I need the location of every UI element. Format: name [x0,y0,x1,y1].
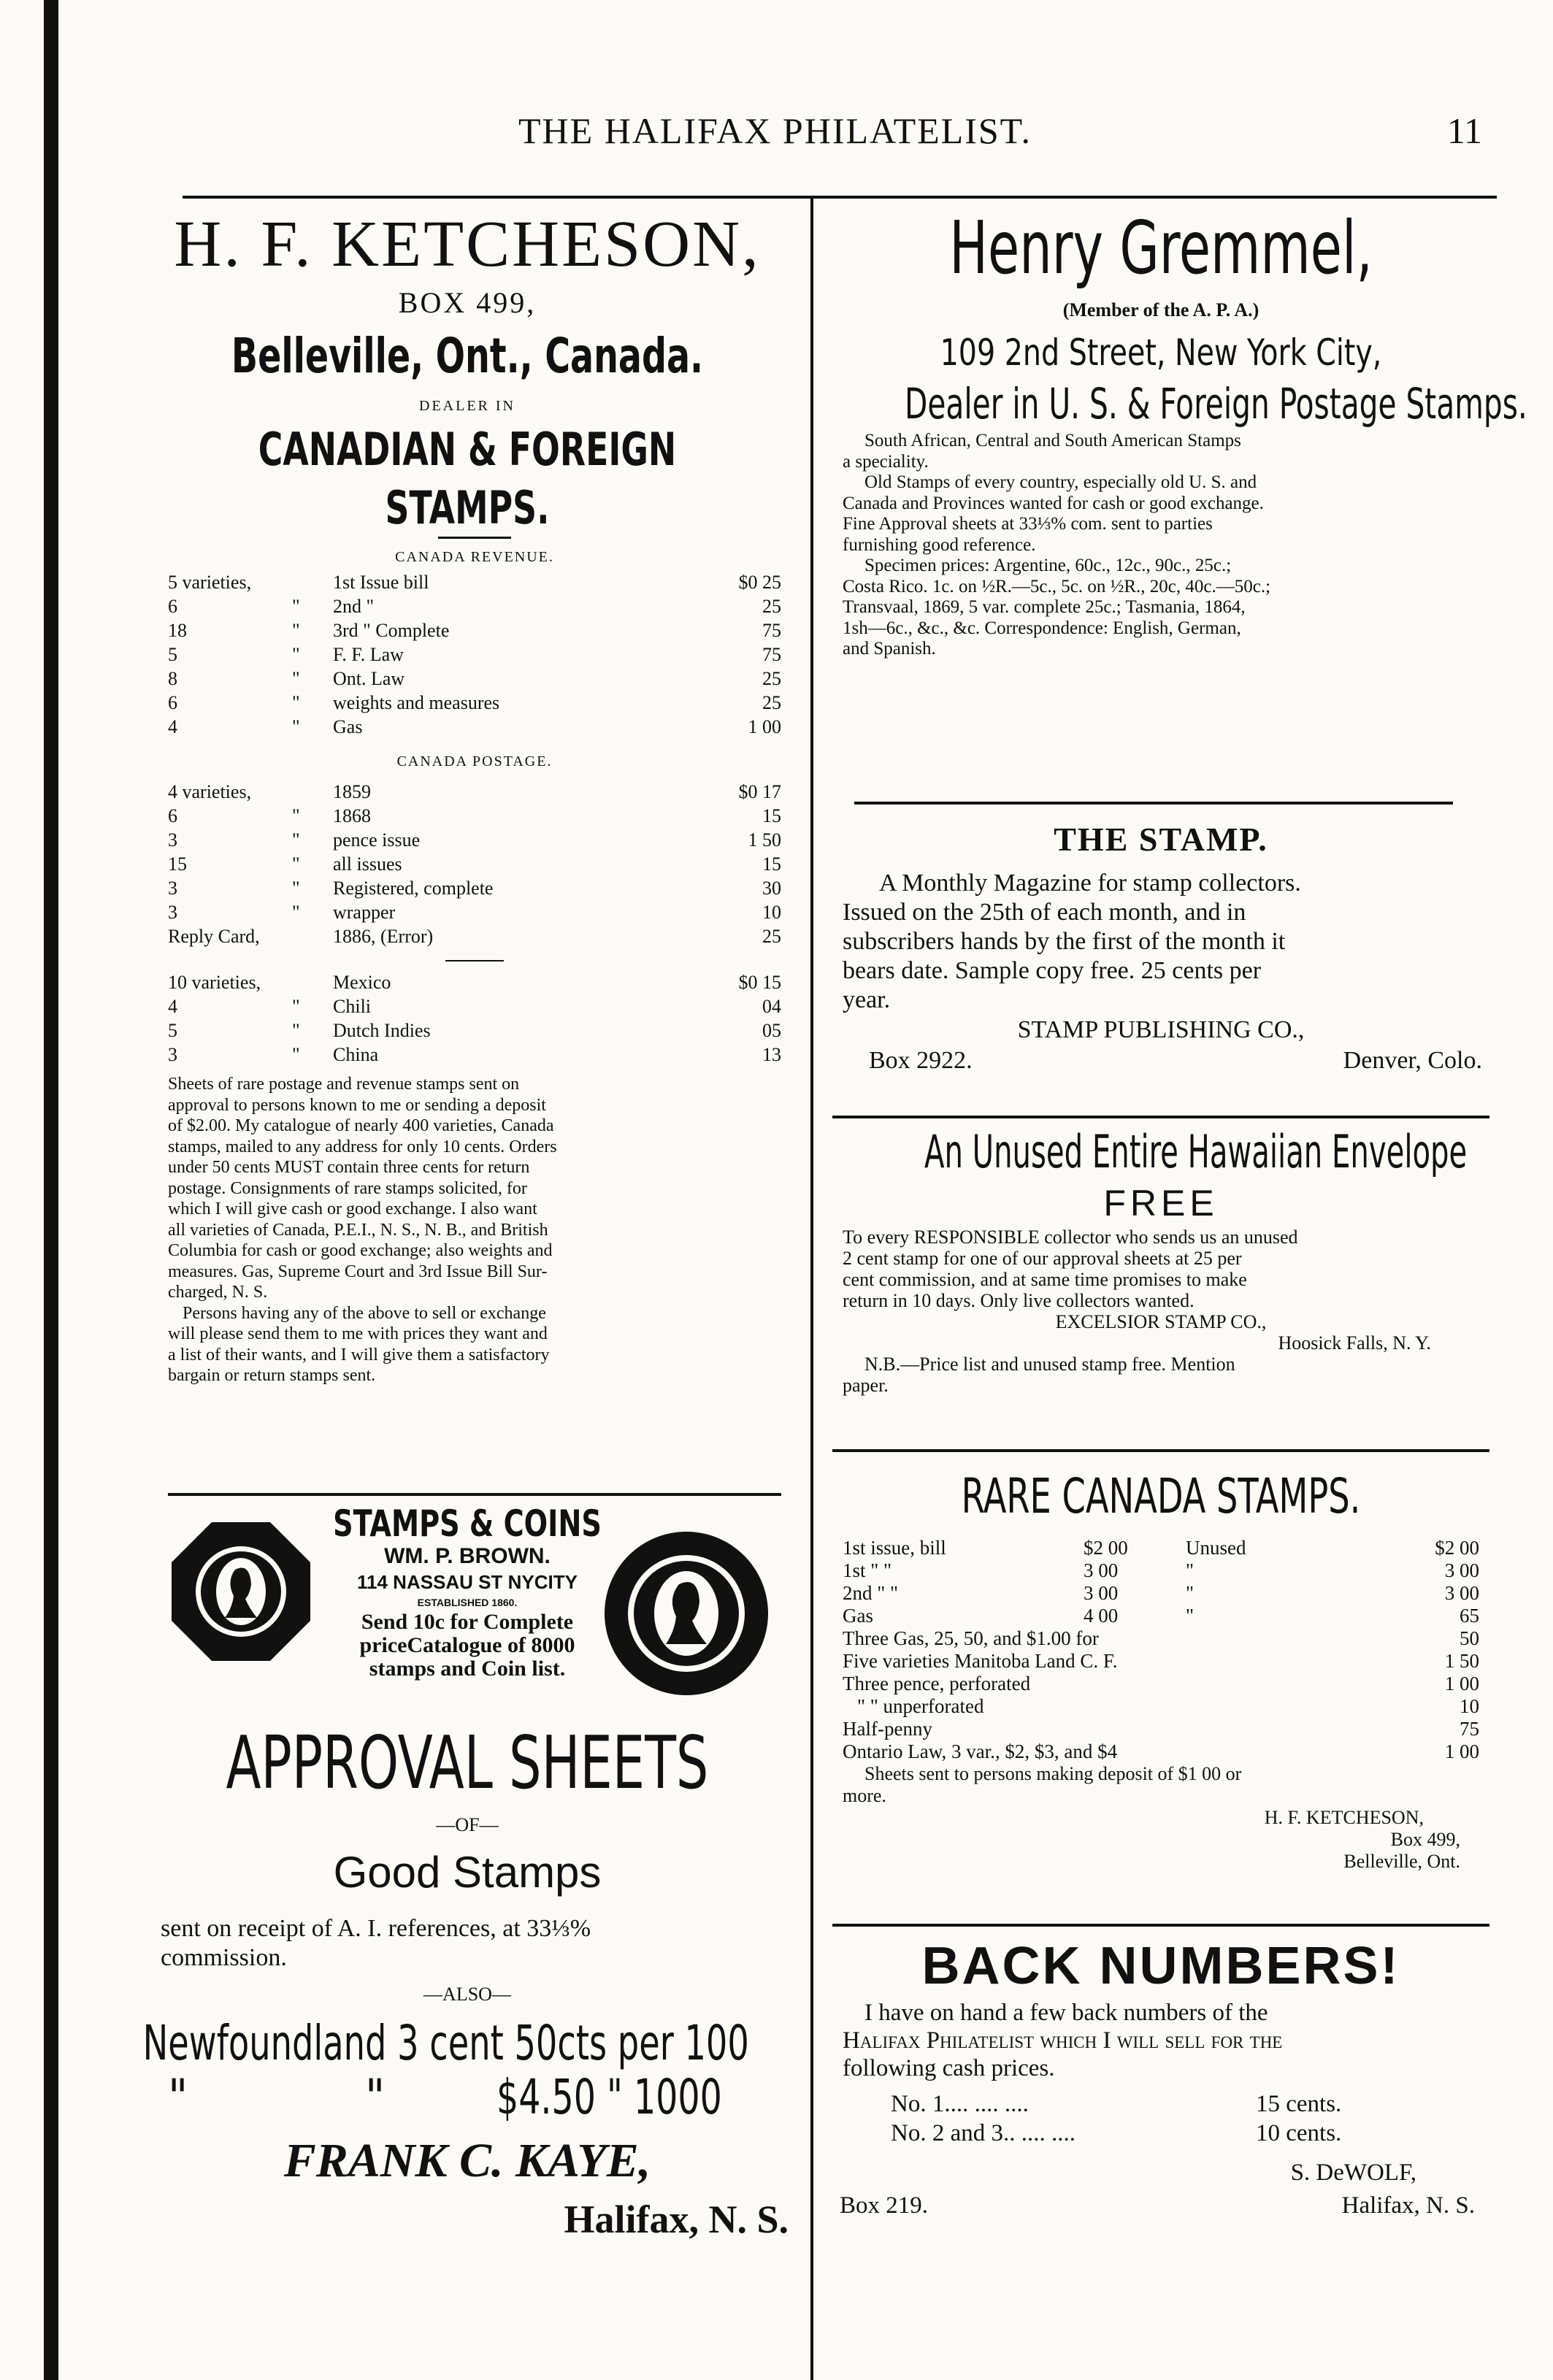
brown-line3: 114 NASSAU ST NYCITY [357,1571,578,1593]
gremmel-ad [832,204,1527,660]
hawaiian-free: FREE [1103,1183,1219,1224]
ketcheson-headline: CANADIAN & FOREIGN STAMPS. [258,423,677,534]
price-line: 1st Issue bill [333,572,429,593]
short-rule [445,960,504,961]
revenue-title: CANADA REVENUE. [395,549,554,565]
section-rule [854,802,1453,805]
brown-line5: Send 10c for Complete [361,1610,574,1634]
page-number: 11 [1446,110,1482,151]
back-numbers-city: Halifax, N. S. [1341,2192,1475,2219]
price-line: all issues [333,853,402,875]
ketcheson-body: Sheets of rare postage and revenue stamps sent on approval to persons known to me or sending a deposit of $2.00. My catalogue of nearly 400 varieties, Canada stamps, mailed to any address for only 10 cents. Orders under 50 cents MUST contain three cents for return postage. Consignments of rare stamps solicited, for which I will give cash or good exchange. I also want all varieties of Canada, P.E.I., N. S., N. B., and British Columbia for cash or good exchange; also weights and measures. Gas, Supreme Court and 3rd Issue Bill Sur- charged, N. S. Persons having any of the above to sell or exchange will please send them to me with prices they want and a list of their wants, and I will give them a satisfactory bargain or return stamps sent. [168,1075,557,1385]
gremmel-address: 109 2nd Street, New York City, [940,331,1382,374]
rare-sig-name: H. F. KETCHESON, [1264,1807,1424,1828]
price-line: Ont. Law [333,668,405,689]
back-numbers-ad [832,1933,1489,2221]
hawaiian-ad [832,1124,1489,1396]
publisher-city: Denver, Colo. [1343,1047,1482,1074]
dealer-in-label: DEALER IN [419,398,515,414]
newfoundland-line1: Newfoundland 3 cent 50cts per 100 [142,2015,749,2071]
postage-title: CANADA POSTAGE. [396,753,553,769]
price-line: Mexico [333,972,391,993]
back-numbers-body: I have on hand a few back numbers of the Halifax Philatelist which I will sell for the following cash prices. [843,2000,1283,2081]
stamp-magazine-ad [832,810,1489,1076]
kaye-ad [131,1720,803,2241]
rare-sig-box: Box 499, [1390,1829,1460,1850]
good-stamps: Good Stamps [333,1848,602,1897]
back-numbers-name: S. DeWOLF, [1290,2160,1416,2186]
stamp-image-right [599,1526,774,1701]
scan-edge [44,0,58,2380]
rare-price-table: 1st issue, bill $2 00 Unused $2 00 1st " " 3 00 " 3 00 2nd " " 3 00 " 3 00 Gas 4 00 " 65 Three Gas, 25, 50, and $1.00 for 50 Five varieties Manitoba Land C. F. 1 50 Three pence, perforated 1 00 " " unperforated 10 Half-penny 75 Ontario Law, 3 var., $2, $3, and $4 1 00 [843,1537,1479,1762]
ketcheson-box: BOX 499, [398,286,537,319]
section-rule [832,1449,1489,1452]
short-rule [438,537,511,539]
price-line: Chili [333,996,372,1017]
back-numbers-box: Box 219. [840,2192,929,2219]
rare-canada-title: RARE CANADA STAMPS. [961,1468,1361,1524]
approval-sheets-title: APPROVAL SHEETS [226,1720,709,1805]
brown-line7: stamps and Coin list. [369,1657,566,1681]
price-line: F. F. Law [333,644,404,665]
running-header [168,110,1497,161]
ketcheson-city: Belleville, Ont., Canada. [231,328,704,384]
back-numbers-title: BACK NUMBERS! [921,1937,1400,1995]
price-line: 1868 [333,805,371,826]
price-line: Gas [333,716,363,737]
publisher-box: Box 2922. [869,1047,973,1074]
section-rule [832,1924,1489,1927]
gremmel-dealer: Dealer in U. S. & Foreign Postage Stamps. [905,379,1527,429]
section-rule [832,1116,1489,1118]
rare-canada-ad [832,1456,1489,1873]
brown-line1: STAMPS & COINS [333,1502,602,1545]
hawaiian-company: EXCELSIOR STAMP CO., [1055,1311,1267,1332]
price-line: Registered, complete [333,878,494,899]
the-stamp-title: THE STAMP. [1054,821,1268,858]
brown-line4: ESTABLISHED 1860. [417,1597,518,1608]
rare-note: Sheets sent to persons making deposit of $1 00 or more. [843,1763,1242,1806]
kaye-name: FRANK C. KAYE, [283,2134,651,2187]
journal-title: THE HALIFAX PHILATELIST. [518,110,1032,151]
price-line: 1886, (Error) [333,926,434,947]
brown-line2: WM. P. BROWN. [384,1544,551,1568]
hawaiian-nb: N.B.—Price list and unused stamp free. Mention paper. [843,1354,1235,1396]
publisher: STAMP PUBLISHING CO., [1017,1016,1305,1043]
hawaiian-city: Hoosick Falls, N. Y. [1278,1332,1431,1354]
price-line: pence issue [333,829,421,851]
ketcheson-ad [131,204,803,537]
gremmel-body: South African, Central and South American Stamps a speciality. Old Stamps of every country, especially old U. S. and Canada and Provinces wanted for cash or good exchange. Fine Approval sheets at 33⅓% com. sent to parties furnishing good reference. Specimen prices: Argentine, 60c., 12c., 90c., 25c.; Costa Rico. 1c. on ½R.—5c., 5c. on ½R., 20c, 40c.—50c.; Transvaal, 1869, 5 var. complete 25c.; Tasmania, 1864, 1sh—6c., &c., &c. Correspondence: English, German, and Spanish. [843,431,1271,659]
gremmel-name: Henry Gremmel, [949,205,1373,291]
price-line: Dutch Indies [333,1020,431,1041]
rare-sig-city: Belleville, Ont. [1343,1851,1460,1872]
column-divider [810,197,813,2380]
price-line: 3rd " Complete [333,620,450,641]
hawaiian-title: An Unused Entire Hawaiian Envelope [924,1125,1468,1178]
header-rule [183,196,1497,199]
kaye-also: —ALSO— [423,1984,511,2005]
kaye-sent: sent on receipt of A. I. references, at 33⅓% [161,1915,591,1942]
section-rule [168,1493,781,1496]
hawaiian-body: To every RESPONSIBLE collector who sends us an unused 2 cent stamp for one of our approval sheets at 25 per cent commission, and at same time promises to make return in 10 days. Only live collectors wanted. [843,1227,1298,1311]
kaye-city: Halifax, N. S. [564,2197,789,2241]
kaye-of: —OF— [436,1814,499,1835]
newfoundland-line2: " " $4.50 " 1000 [168,2069,722,2125]
the-stamp-body: A Monthly Magazine for stamp collectors. Issued on the 25th of each month, and in subscribers hands by the first of the month it bears date. Sample copy free. 25 cents per year. [843,870,1301,1013]
price-line: weights and measures [333,692,500,713]
stamp-image-left [168,1519,314,1665]
back-numbers-prices: No. 1.... .... .... 15 cents. No. 2 and 3.. .... .... 10 cents. [891,2091,1342,2146]
price-line: wrapper [333,902,396,923]
brown-ad [153,1504,796,1723]
price-line: 2nd " [333,596,375,617]
price-line: China [333,1044,379,1065]
price-line: 1859 [333,781,371,802]
gremmel-member: (Member of the A. P. A.) [1062,299,1259,320]
revenue-section: CANADA REVENUE. 5 varieties, 1st Issue bill $0 25 6 " 2nd " 25 18 " 3rd " Complete 75 5 " F. F. Law 75 8 " Ont. Law 25 6 " weights and measures 25 4 " Gas 1 00 CANADA POSTAGE. 4 varieties, 1859 $0 17 6 " 1868 15 3 " pence issue 1 50 15 " all issues 15 3 " Registered, complete 30 3 " wrapper 10 Reply Card, 1886, (Error) 25 10 varieties, Mexico $0 15 4 " Chili 04 5 " Dutch Indies 05 3 " China 13 Sheets of rare postage and revenue stamps sent on approval to persons known to me or sending a deposit of $2.00. My catalogue of nearly 400 varieties, Canada stamps, mailed to any address for only 10 cents. Orders under 50 cents MUST contain three cents for return postage. Consignments of rare stamps solicited, for which I will give cash or good exchange. I also want all varieties of Canada, P.E.I., N. S., N. B., and British Columbia for cash or good exchange; also weights and measures. Gas, Supreme Court and 3rd Issue Bill Sur- charged, N. S. Persons having any of the above to sell or exchange will please send them to me with prices they want and a list of their wants, and I will give them a satisfactory bargain or return stamps sent. [168,544,781,1386]
ketcheson-name: H. F. KETCHESON, [174,208,761,280]
brown-line6: priceCatalogue of 8000 [359,1633,575,1657]
kaye-commission: commission. [161,1944,287,1971]
